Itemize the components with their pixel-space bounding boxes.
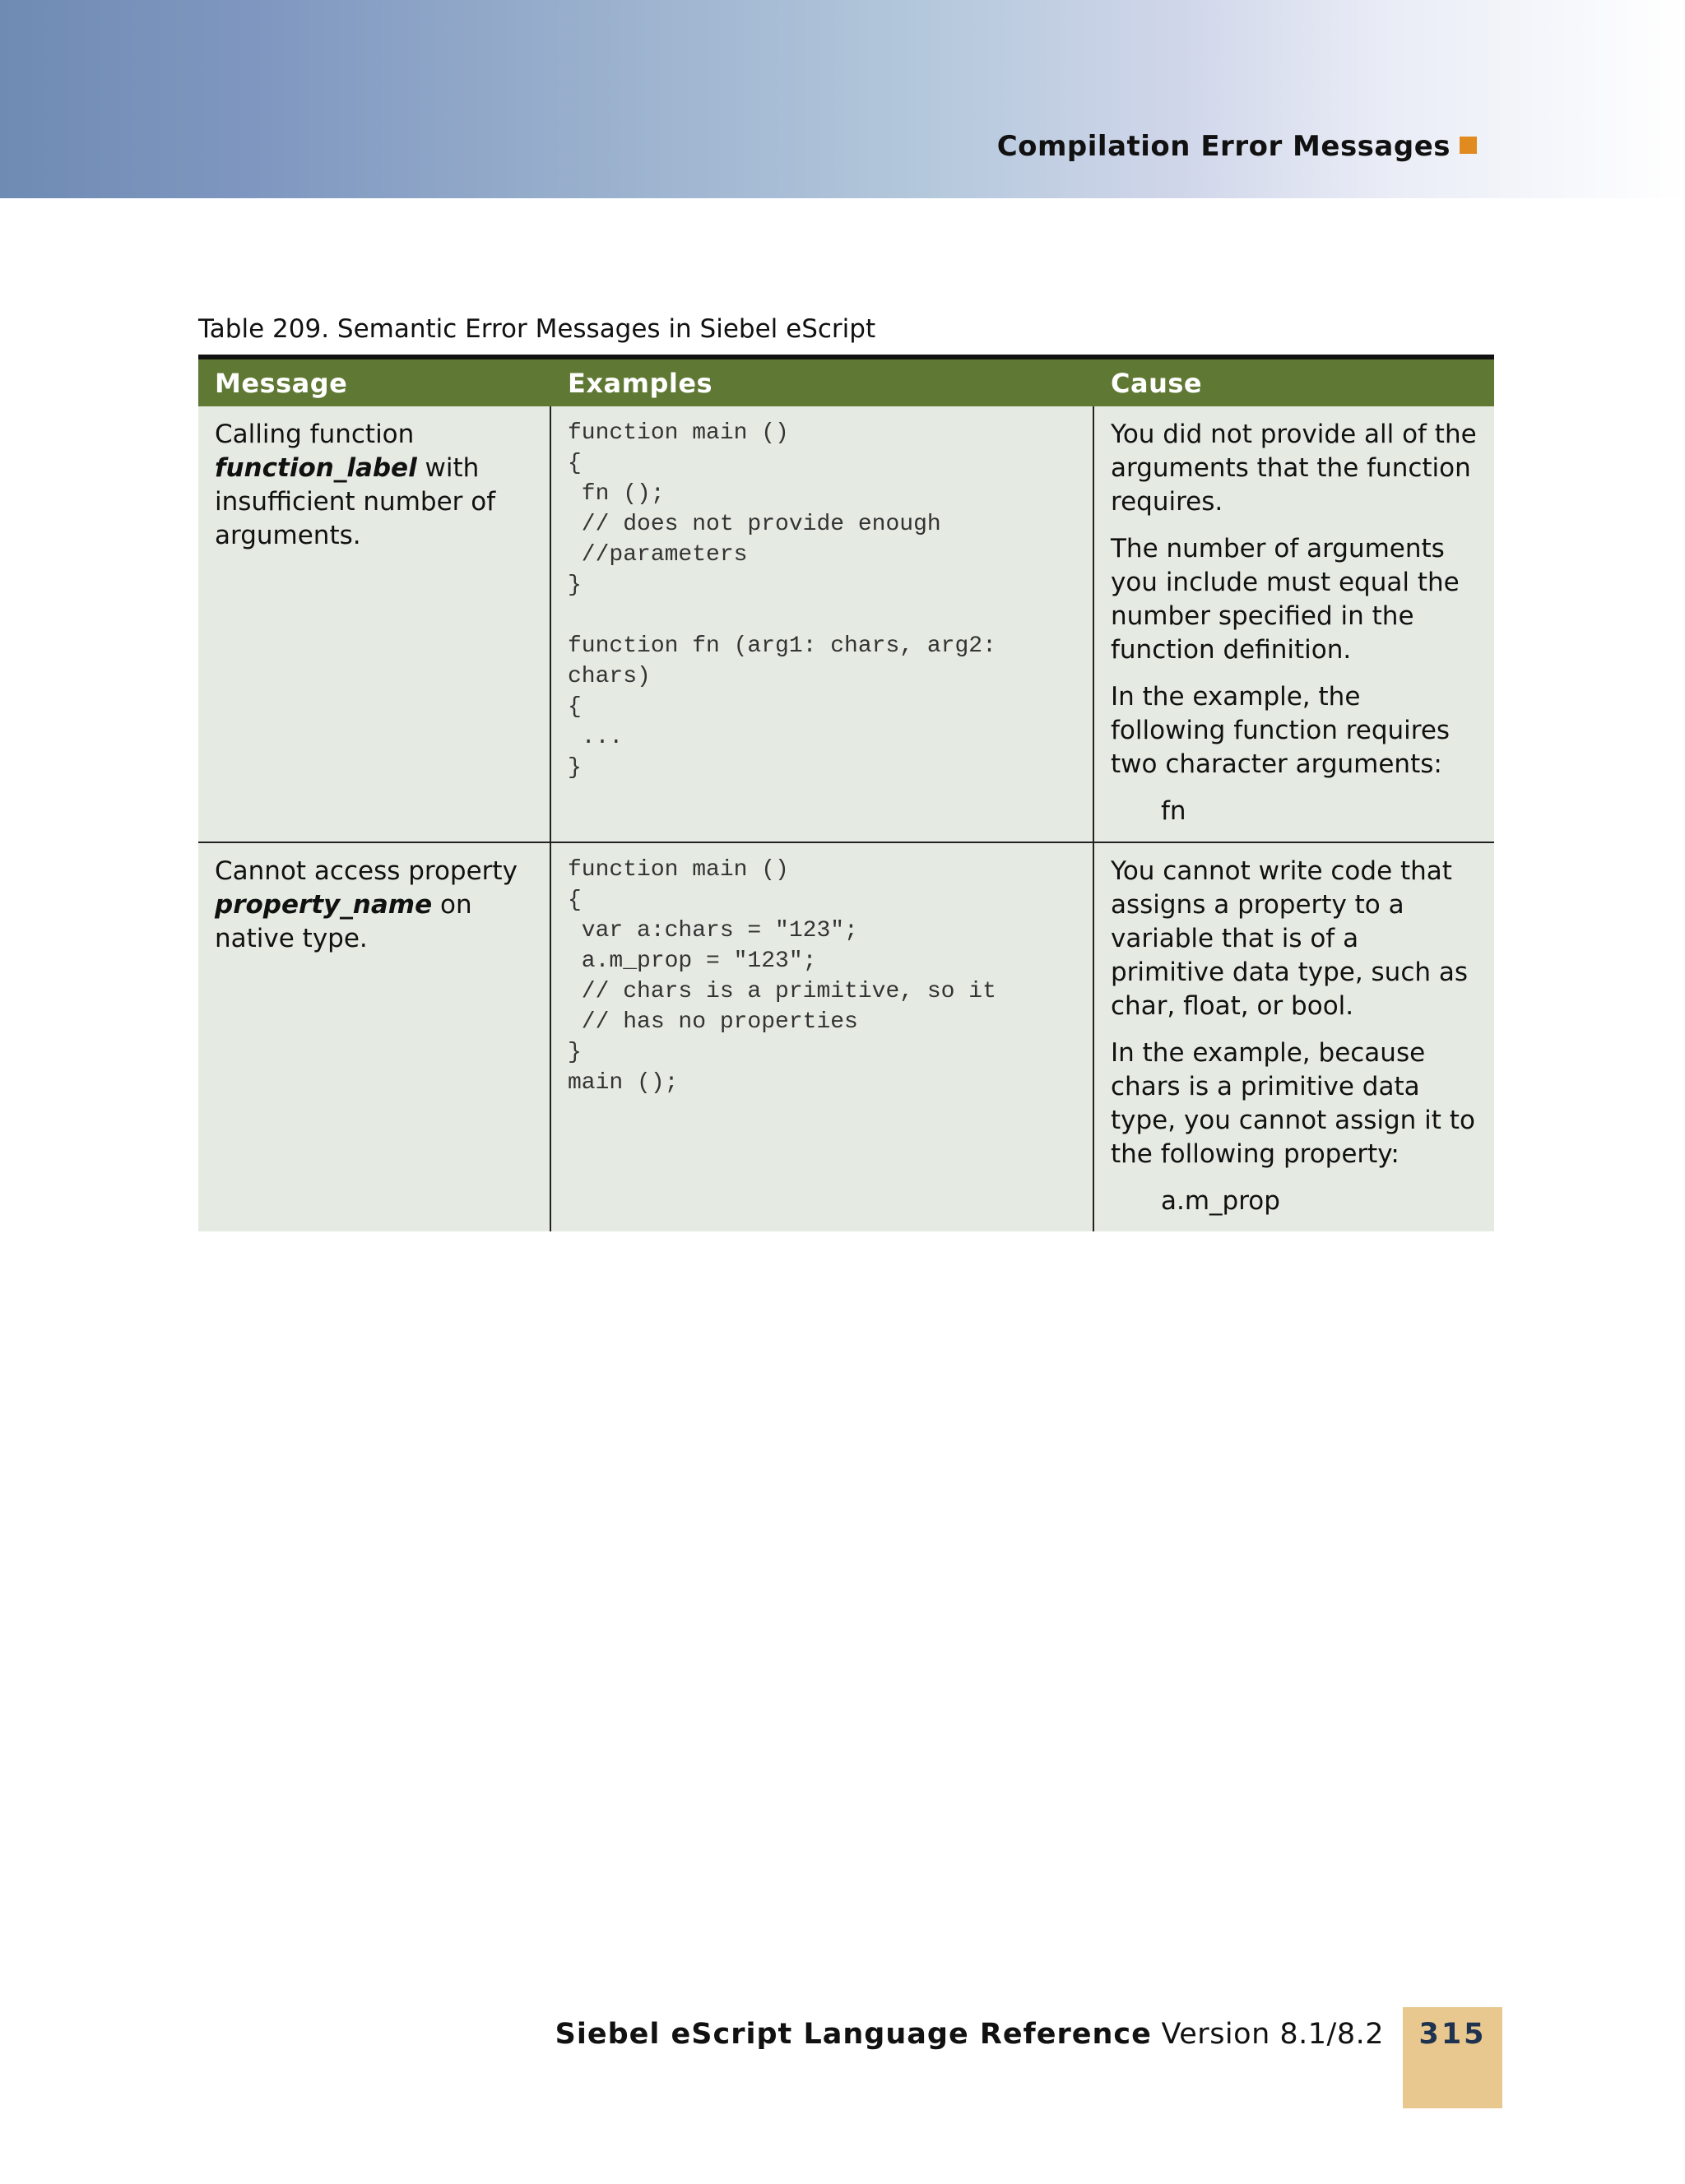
cause-paragraph: The number of arguments you include must equal the number specified in the function definition.	[1111, 534, 1460, 665]
message-cell	[198, 406, 550, 842]
message-text: with insufficient number of arguments.	[215, 453, 496, 550]
header-banner	[0, 0, 1685, 198]
section-title: Compilation Error Messages	[996, 130, 1451, 163]
message-text: Calling function	[215, 420, 415, 449]
error-table	[198, 355, 1494, 1231]
table-row	[198, 406, 1494, 842]
footer-reference	[555, 2018, 1384, 2051]
table-row	[198, 842, 1494, 1231]
cause-paragraph: In the example, because chars is a primitive data type, you cannot assign it to the following property:	[1111, 1038, 1475, 1169]
cause-paragraph: In the example, the following function requires two character arguments:	[1111, 682, 1451, 779]
section-bullet-icon	[1460, 137, 1477, 154]
table-header-row	[198, 359, 1494, 406]
column-header-cause: Cause	[1093, 359, 1494, 406]
cause-paragraph: You did not provide all of the arguments that the function requires.	[1111, 420, 1477, 517]
cause-cell	[1093, 842, 1494, 1231]
example-cell	[550, 842, 1093, 1231]
cause-cell	[1093, 406, 1494, 842]
page-number: 315	[1418, 2018, 1487, 2051]
message-text: on native type.	[215, 890, 472, 953]
message-placeholder: function_label	[215, 453, 417, 483]
message-cell	[198, 842, 550, 1231]
code-example: function main () { fn (); // does not provide enough //parameters } function fn (arg1: chars, arg2: chars) { ... }	[568, 420, 996, 781]
book-version: Version 8.1/8.2	[1151, 2018, 1384, 2051]
example-cell	[550, 406, 1093, 842]
cause-code: a.m_prop	[1161, 1186, 1280, 1216]
code-example: function main () { var a:chars = "123"; a.m_prop = "123"; // chars is a primitive, so it // has no properties } main ();	[568, 857, 996, 1096]
table-caption: Table 209. Semantic Error Messages in Siebel eScript	[198, 314, 876, 344]
cause-paragraph: You cannot write code that assigns a property to a variable that is of a primitive data type, such as char, float, or bool.	[1111, 856, 1469, 1021]
page-number-box	[1403, 2007, 1502, 2108]
column-header-message: Message	[198, 359, 550, 406]
cause-code: fn	[1161, 796, 1186, 826]
message-placeholder: property_name	[215, 890, 433, 920]
book-title: Siebel eScript Language Reference	[555, 2018, 1152, 2051]
message-text: Cannot access property	[215, 856, 518, 886]
column-header-examples: Examples	[550, 359, 1093, 406]
